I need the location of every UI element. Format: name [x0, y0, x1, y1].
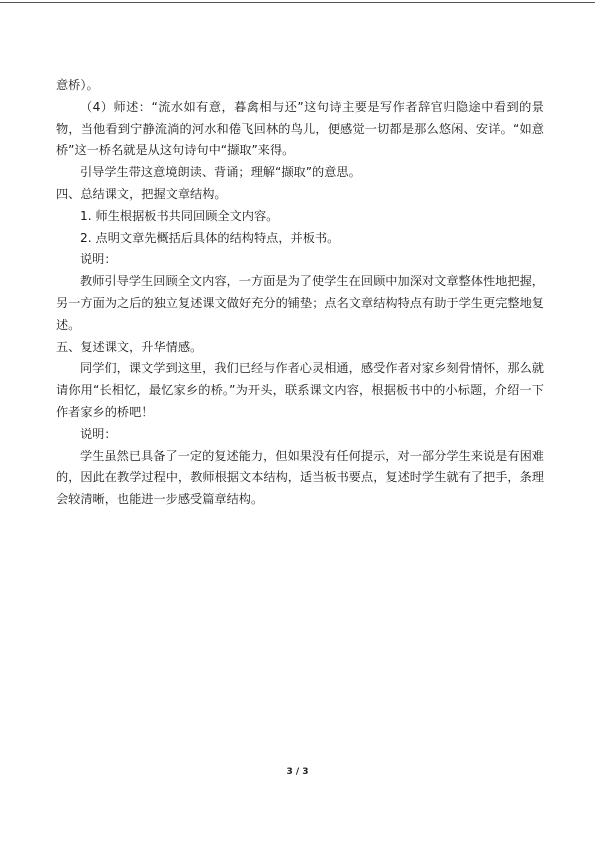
header-rule — [0, 2, 595, 3]
list-item: 2. 点明文章先概括后具体的结构特点，并板书。 — [80, 230, 340, 245]
section-heading: 四、总结课文，把握文章结构。 — [56, 186, 227, 201]
paragraph-line: 引导学生带这意境朗读、背诵；理解“撷取”的意思。 — [80, 165, 361, 180]
paragraph-line: 另一方面为之后的独立复述课文做好充分的铺垫；点名文章结构特点有助于学生更完整地复 — [56, 295, 544, 310]
paragraph-line: 学生虽然已具备了一定的复述能力，但如果没有任何提示，对一部分学生来说是有困难 — [80, 448, 544, 463]
paragraph-line: 物，当他看到宁静流淌的河水和倦飞回林的鸟儿，便感觉一切都是那么悠闲、安详。“如意 — [56, 121, 544, 136]
paragraph-line: 同学们，课文学到这里，我们已经与作者心灵相通，感受作者对家乡刻骨情怀，那么就 — [80, 361, 544, 376]
text-line: 意桥）。 — [56, 78, 99, 92]
section-heading: 五、复述课文，升华情感。 — [56, 339, 203, 354]
paragraph-line: 桥”这一桥名就是从这句诗句中“撷取”来得。 — [56, 143, 295, 158]
document-body — [56, 75, 544, 511]
list-item: 1. 师生根据板书共同回顾全文内容。 — [80, 208, 279, 223]
paragraph-line: 的，因此在教学过程中，教师根据文本结构，适当板书要点，复述时学生就有了把手，条理 — [56, 470, 544, 485]
note-label: 说明： — [80, 426, 117, 441]
page-number: 3 / 3 — [286, 767, 309, 777]
paragraph-line: 会较清晰，也能进一步感受篇章结构。 — [56, 492, 264, 507]
paragraph-line: （4）师述：“流水如有意，暮禽相与还”这句诗主要是写作者辞官归隐途中看到的景 — [80, 99, 544, 114]
paragraph-line: 请你用“长相忆，最忆家乡的桥。”为开头，联系课文内容，根据板书中的小标题，介绍一下 — [56, 383, 544, 398]
paragraph-line: 教师引导学生回顾全文内容，一方面是为了使学生在回顾中加深对文章整体性地把握， — [80, 274, 544, 289]
paragraph-line: 述。 — [56, 317, 81, 332]
note-label: 说明： — [80, 252, 117, 267]
paragraph-line: 作者家乡的桥吧！ — [56, 404, 154, 419]
